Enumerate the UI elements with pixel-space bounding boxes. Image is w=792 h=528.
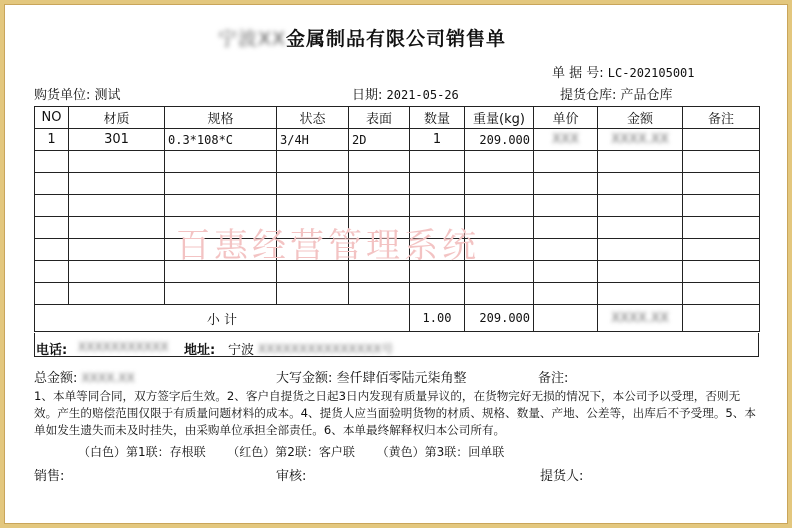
signature-review: 审核: (276, 469, 307, 484)
subtotal-weight: 209.000 (465, 305, 534, 332)
watermark-text: 百惠经营管理系统 (176, 226, 480, 266)
cell-spec: 0.3*108*C (165, 129, 277, 151)
doc-number-label: 单 据 号: (552, 66, 604, 81)
column-header: 状态 (277, 107, 349, 129)
total-amount (34, 367, 135, 386)
cell-remark (683, 129, 760, 151)
terms-text: 1、本单等同合同，双方签字后生效。2、客户自提货之日起3日内发现有质量异议的，在货物完好无损的情况下，本公司予以受理，否则无效。产生的赔偿范围仅限于有质量问题材料的成本。4、提货人应当面验明货物的材质、规格、数量、产地、公差等，出库后不予受理。5、本单如发生遗失而未及时挂失，由采购单位承担全部责任。6、本单最终解释权归本公司所有。 (34, 389, 756, 437)
table-row-empty (35, 173, 760, 195)
cell-qty: 1 (410, 129, 465, 151)
uppercase-amount (276, 367, 467, 386)
column-header: 重量(kg) (465, 107, 534, 129)
table-row-empty (35, 151, 760, 173)
cell-material: 301 (69, 129, 165, 151)
document-title-text: 金属制品有限公司销售单 (286, 28, 507, 50)
buyer (34, 84, 121, 103)
table-row (35, 129, 760, 151)
total-amount-value: XXXX.XX (81, 371, 135, 385)
doc-number-value: LC-202105001 (607, 66, 695, 80)
column-header: 备注 (683, 107, 760, 129)
column-header: 金额 (598, 107, 683, 129)
date-label: 日期: (352, 88, 383, 103)
column-header: 规格 (165, 107, 277, 129)
column-header: NO (35, 107, 69, 129)
doc-number (552, 62, 695, 81)
cell-amount: XXXX.XX (598, 129, 683, 151)
address-label: 地址: (184, 343, 216, 358)
signature-receiver: 提货人: (540, 469, 584, 484)
warehouse-value: 产品仓库 (620, 88, 673, 103)
note-label: 备注: (538, 371, 569, 386)
subtotal-qty: 1.00 (410, 305, 465, 332)
phone-label: 电话: (36, 343, 68, 358)
column-header: 材质 (69, 107, 165, 129)
address-prefix: 宁波 (228, 343, 255, 358)
column-header: 单价 (534, 107, 598, 129)
address-value: XXXXXXXXXXXXXXX号 (258, 342, 394, 356)
table-row-empty (35, 283, 760, 305)
phone-value: XXXXXXXXXXX (78, 340, 169, 354)
table-header-row (35, 107, 760, 129)
copy-second: （红色）第2联：客户联 (227, 445, 355, 459)
buyer-value: 测试 (94, 88, 121, 103)
table-row-empty (35, 195, 760, 217)
copy-designations (78, 443, 504, 460)
document-title (218, 24, 506, 51)
cell-no: 1 (35, 129, 69, 151)
cell-surface: 2D (349, 129, 410, 151)
cell-unit-price: XXX (534, 129, 598, 151)
copy-third: （黄色）第3联：回单联 (376, 445, 505, 459)
warehouse (560, 84, 673, 103)
column-header: 数量 (410, 107, 465, 129)
subtotal-label: 小 计 (35, 305, 410, 332)
copy-first: （白色）第1联：存根联 (78, 445, 206, 459)
uppercase-amount-value: 叁仟肆佰零陆元柒角整 (336, 371, 467, 386)
subtotal-amount: XXXX.XX (598, 305, 683, 332)
cell-status: 3/4H (277, 129, 349, 151)
cell-weight: 209.000 (465, 129, 534, 151)
column-header: 表面 (349, 107, 410, 129)
uppercase-amount-label: 大写金额: (276, 371, 333, 386)
warehouse-label: 提货仓库: (560, 88, 617, 103)
company-name-blurred: 宁波XX (218, 28, 287, 50)
total-amount-label: 总金额: (34, 371, 78, 386)
subtotal-row (35, 305, 760, 332)
signature-sales: 销售: (34, 469, 65, 484)
date-value: 2021-05-26 (386, 88, 459, 102)
buyer-label: 购货单位: (34, 88, 91, 103)
date (352, 84, 459, 103)
